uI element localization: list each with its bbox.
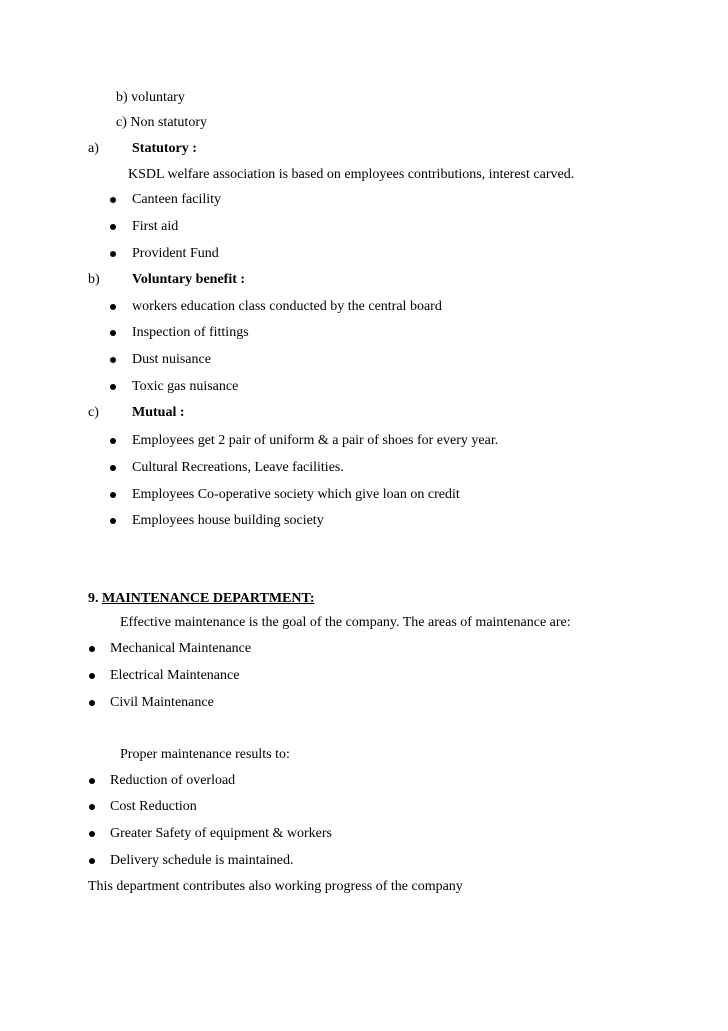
bullet-icon xyxy=(110,518,116,524)
bullet-icon xyxy=(89,646,95,652)
bullet-icon xyxy=(110,492,116,498)
list-item: Inspection of fittings xyxy=(132,325,249,340)
list-item: Mechanical Maintenance xyxy=(110,641,252,656)
maintenance-heading xyxy=(88,591,315,607)
bullet-icon xyxy=(110,438,116,444)
list-item: Toxic gas nuisance xyxy=(132,379,239,394)
bullet-icon xyxy=(89,673,95,679)
list-item: Employees get 2 pair of uniform & a pair of shoes for every year. xyxy=(132,433,499,448)
bullet-icon xyxy=(110,304,116,310)
maintenance-title: MAINTENANCE DEPARTMENT: xyxy=(102,591,315,606)
list-item: Greater Safety of equipment & workers xyxy=(110,826,332,841)
maintenance-intro: Effective maintenance is the goal of the company. The areas of maintenance are: xyxy=(120,615,571,630)
bullet-icon xyxy=(110,251,116,257)
section-a-description: KSDL welfare association is based on employees contributions, interest carved. xyxy=(128,167,575,182)
results-intro: Proper maintenance results to: xyxy=(120,747,290,762)
list-item: Cost Reduction xyxy=(110,799,197,814)
bullet-icon xyxy=(110,384,116,390)
list-item: Canteen facility xyxy=(132,192,222,207)
list-item: Civil Maintenance xyxy=(110,695,214,710)
bullet-icon xyxy=(89,778,95,784)
option-non-statutory: c) Non statutory xyxy=(116,115,207,130)
bullet-icon xyxy=(110,197,116,203)
list-item: Cultural Recreations, Leave facilities. xyxy=(132,460,344,475)
section-c-title: Mutual : xyxy=(132,405,185,420)
list-item: Delivery schedule is maintained. xyxy=(110,853,294,868)
section-a-marker: a) xyxy=(88,141,99,156)
option-voluntary: b) voluntary xyxy=(116,90,185,105)
bullet-icon xyxy=(110,465,116,471)
closing-text: This department contributes also working progress of the company xyxy=(88,879,463,894)
section-b-title: Voluntary benefit : xyxy=(132,272,246,287)
list-item: Employees house building society xyxy=(132,513,324,528)
section-c-marker: c) xyxy=(88,405,99,420)
list-item: Dust nuisance xyxy=(132,352,211,367)
bullet-icon xyxy=(89,858,95,864)
maintenance-number: 9. xyxy=(88,591,99,606)
list-item: Provident Fund xyxy=(132,246,219,261)
bullet-icon xyxy=(89,831,95,837)
bullet-icon xyxy=(110,224,116,230)
bullet-icon xyxy=(89,804,95,810)
section-b-marker: b) xyxy=(88,272,100,287)
list-item: workers education class conducted by the central board xyxy=(132,299,442,314)
section-a-title: Statutory : xyxy=(132,141,197,156)
list-item: Reduction of overload xyxy=(110,773,236,788)
list-item: Employees Co-operative society which give loan on credit xyxy=(132,487,460,502)
bullet-icon xyxy=(89,700,95,706)
bullet-icon xyxy=(110,330,116,336)
list-item: First aid xyxy=(132,219,179,234)
list-item: Electrical Maintenance xyxy=(110,668,240,683)
bullet-icon xyxy=(110,357,116,363)
